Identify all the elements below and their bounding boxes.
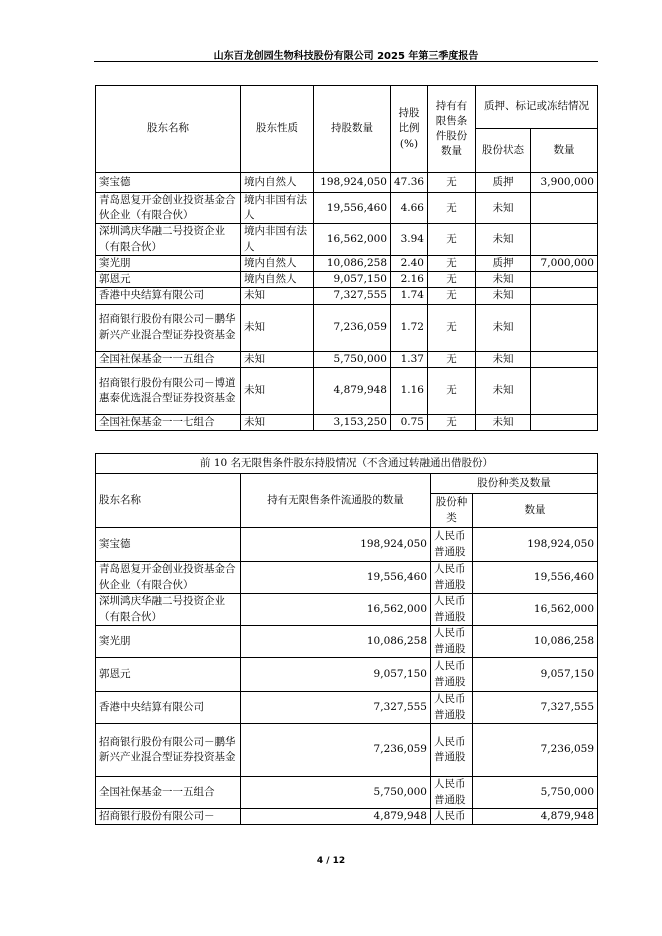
col-header-restricted: 持有有限售条件股份数量 (428, 86, 476, 173)
shareholder-name: 招商银行股份有限公司－鹏华新兴产业混合型证券投资基金 (96, 724, 241, 777)
shareholder-nature: 未知 (241, 414, 314, 430)
shareholder-nature: 境内自然人 (241, 272, 314, 288)
unrestricted-count: 10,086,258 (241, 626, 431, 658)
shareholder-name: 窦宝德 (96, 528, 241, 562)
top10-shareholders-table (95, 85, 598, 431)
col-header-name: 股东名称 (96, 474, 241, 528)
share-ratio: 47.36 (391, 173, 428, 193)
table-row (96, 658, 598, 692)
pledge-qty (531, 193, 598, 224)
pledge-status: 质押 (476, 255, 531, 271)
pledge-qty (531, 224, 598, 255)
share-type: 人民币普通股 (431, 562, 473, 594)
restricted-shares: 无 (428, 173, 476, 193)
table-row (96, 173, 598, 193)
table-row (96, 724, 598, 777)
table-row (96, 528, 598, 562)
share-type: 人民币普通股 (431, 724, 473, 777)
unrestricted-count: 5,750,000 (241, 777, 431, 809)
shareholder-name: 全国社保基金一一五组合 (96, 351, 241, 367)
share-count: 19,556,460 (314, 193, 391, 224)
unrestricted-count: 9,057,150 (241, 658, 431, 692)
pledge-qty: 3,900,000 (531, 173, 598, 193)
col-header-nature: 股东性质 (241, 86, 314, 173)
share-count: 10,086,258 (314, 255, 391, 271)
share-ratio: 1.16 (391, 367, 428, 414)
share-qty: 9,057,150 (473, 658, 598, 692)
share-count: 4,879,948 (314, 367, 391, 414)
table-row (96, 367, 598, 414)
pledge-status: 未知 (476, 193, 531, 224)
col-header-count: 持有无限售条件流通股的数量 (241, 474, 431, 528)
shareholder-name: 青岛恩复开金创业投资基金合伙企业（有限合伙） (96, 193, 241, 224)
pledge-status: 未知 (476, 224, 531, 255)
col-header-qty: 数量 (473, 494, 598, 528)
share-qty: 5,750,000 (473, 777, 598, 809)
shareholder-name: 青岛恩复开金创业投资基金合伙企业（有限合伙） (96, 562, 241, 594)
shareholder-nature: 未知 (241, 351, 314, 367)
col-header-count: 持股数量 (314, 86, 391, 173)
col-header-name: 股东名称 (96, 86, 241, 173)
shareholder-name: 招商银行股份有限公司－ (96, 809, 241, 825)
shareholder-nature: 未知 (241, 367, 314, 414)
shareholder-name: 窦光朋 (96, 626, 241, 658)
share-ratio: 2.40 (391, 255, 428, 271)
share-ratio: 1.74 (391, 288, 428, 304)
shareholder-nature: 境内非国有法人 (241, 193, 314, 224)
share-count: 3,153,250 (314, 414, 391, 430)
col-header-type-group: 股份种类及数量 (431, 474, 598, 494)
share-qty: 7,327,555 (473, 692, 598, 724)
share-type: 人民币普通股 (431, 594, 473, 626)
table-row (96, 272, 598, 288)
share-ratio: 1.72 (391, 304, 428, 351)
col-header-type: 股份种类 (431, 494, 473, 528)
table-row (96, 562, 598, 594)
share-qty: 4,879,948 (473, 809, 598, 825)
shareholder-name: 深圳鸿庆华融二号投资企业（有限合伙） (96, 594, 241, 626)
shareholder-name: 招商银行股份有限公司－鹏华新兴产业混合型证券投资基金 (96, 304, 241, 351)
share-ratio: 2.16 (391, 272, 428, 288)
shareholder-name: 香港中央结算有限公司 (96, 692, 241, 724)
share-ratio: 4.66 (391, 193, 428, 224)
shareholder-nature: 未知 (241, 288, 314, 304)
pledge-qty (531, 351, 598, 367)
table-row (96, 692, 598, 724)
shareholder-nature: 境内自然人 (241, 255, 314, 271)
table-row (96, 414, 598, 430)
table-row (96, 193, 598, 224)
pledge-status: 未知 (476, 288, 531, 304)
shareholder-nature: 未知 (241, 304, 314, 351)
pledge-qty (531, 304, 598, 351)
table-row (96, 626, 598, 658)
unrestricted-count: 16,562,000 (241, 594, 431, 626)
pledge-status: 质押 (476, 173, 531, 193)
table-row (96, 224, 598, 255)
shareholder-name: 郭恩元 (96, 272, 241, 288)
pledge-qty (531, 272, 598, 288)
table-row (96, 777, 598, 809)
col-header-status: 股份状态 (476, 129, 531, 173)
unrestricted-count: 7,236,059 (241, 724, 431, 777)
share-qty: 19,556,460 (473, 562, 598, 594)
shareholder-name: 深圳鸿庆华融二号投资企业（有限合伙） (96, 224, 241, 255)
shareholder-name: 郭恩元 (96, 658, 241, 692)
unrestricted-count: 198,924,050 (241, 528, 431, 562)
restricted-shares: 无 (428, 272, 476, 288)
table-row (96, 304, 598, 351)
restricted-shares: 无 (428, 288, 476, 304)
restricted-shares: 无 (428, 351, 476, 367)
pledge-qty (531, 414, 598, 430)
share-count: 5,750,000 (314, 351, 391, 367)
share-count: 198,924,050 (314, 173, 391, 193)
share-type: 人民币普通股 (431, 658, 473, 692)
unrestricted-count: 4,879,948 (241, 809, 431, 825)
share-type: 人民币普通股 (431, 528, 473, 562)
share-count: 7,327,555 (314, 288, 391, 304)
share-ratio: 0.75 (391, 414, 428, 430)
share-count: 9,057,150 (314, 272, 391, 288)
pledge-qty: 7,000,000 (531, 255, 598, 271)
share-qty: 198,924,050 (473, 528, 598, 562)
restricted-shares: 无 (428, 255, 476, 271)
page-number: 4 / 12 (316, 856, 346, 866)
shareholder-name: 窦宝德 (96, 173, 241, 193)
table-row (96, 351, 598, 367)
col-header-pledge-group: 质押、标记或冻结情况 (476, 86, 598, 129)
table-row (96, 288, 598, 304)
report-header: 山东百龙创园生物科技股份有限公司 2025 年第三季度报告 (213, 51, 479, 62)
restricted-shares: 无 (428, 193, 476, 224)
shareholder-name: 香港中央结算有限公司 (96, 288, 241, 304)
shareholder-name: 窦光朋 (96, 255, 241, 271)
pledge-status: 未知 (476, 304, 531, 351)
restricted-shares: 无 (428, 304, 476, 351)
shareholder-name: 全国社保基金一一五组合 (96, 777, 241, 809)
share-type: 人民币普通股 (431, 777, 473, 809)
unrestricted-count: 19,556,460 (241, 562, 431, 594)
share-type: 人民币普通股 (431, 692, 473, 724)
shareholder-name: 全国社保基金一一七组合 (96, 414, 241, 430)
section-title: 前 10 名无限售条件股东持股情况（不含通过转融通出借股份） (96, 454, 598, 474)
table-row (96, 255, 598, 271)
col-header-qty: 数量 (531, 129, 598, 173)
pledge-qty (531, 367, 598, 414)
pledge-status: 未知 (476, 414, 531, 430)
unrestricted-count: 7,327,555 (241, 692, 431, 724)
share-type: 人民币普通股 (431, 626, 473, 658)
pledge-qty (531, 288, 598, 304)
table-row (96, 809, 598, 825)
unrestricted-shareholders-table (95, 453, 598, 825)
shareholder-nature: 境内自然人 (241, 173, 314, 193)
pledge-status: 未知 (476, 351, 531, 367)
share-qty: 10,086,258 (473, 626, 598, 658)
shareholder-name: 招商银行股份有限公司－博道惠泰优选混合型证券投资基金 (96, 367, 241, 414)
col-header-ratio: 持股比例(%) (391, 86, 428, 173)
share-qty: 16,562,000 (473, 594, 598, 626)
share-ratio: 3.94 (391, 224, 428, 255)
pledge-status: 未知 (476, 367, 531, 414)
header-divider (94, 61, 598, 62)
share-count: 16,562,000 (314, 224, 391, 255)
restricted-shares: 无 (428, 224, 476, 255)
share-count: 7,236,059 (314, 304, 391, 351)
share-ratio: 1.37 (391, 351, 428, 367)
restricted-shares: 无 (428, 367, 476, 414)
pledge-status: 未知 (476, 272, 531, 288)
restricted-shares: 无 (428, 414, 476, 430)
shareholder-nature: 境内非国有法人 (241, 224, 314, 255)
share-qty: 7,236,059 (473, 724, 598, 777)
table-row (96, 594, 598, 626)
share-type: 人民币 (431, 809, 473, 825)
